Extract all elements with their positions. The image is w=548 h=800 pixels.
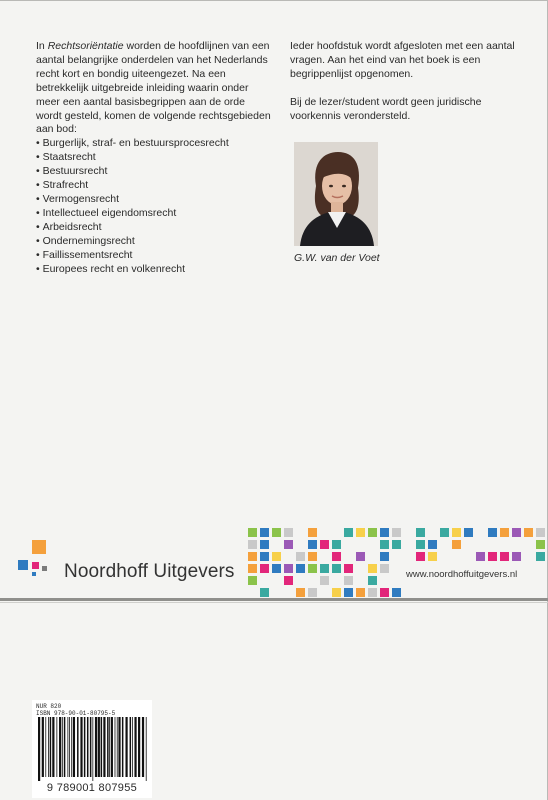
footer-divider (0, 598, 548, 601)
mosaic-tile (344, 588, 353, 597)
mosaic-tile (284, 528, 293, 537)
intro-paragraph (36, 40, 272, 137)
mosaic-tile (512, 552, 521, 561)
barcode-bar (125, 717, 127, 777)
barcode-bar (103, 717, 105, 777)
mosaic-tile (536, 552, 545, 561)
mosaic-tile (368, 588, 377, 597)
mosaic-tile (392, 588, 401, 597)
topic-item: • Vermogensrecht (36, 193, 272, 207)
mosaic-tile (380, 540, 389, 549)
barcode-bar (71, 717, 72, 777)
barcode-bar (59, 717, 61, 777)
isbn-code: ISBN 978-90-01-80795-5 (36, 710, 116, 717)
topics-list (36, 137, 272, 276)
audience-paragraph: Bij de lezer/student wordt geen juridische voorkennis verondersteld. (290, 95, 482, 122)
barcode-bar (87, 717, 89, 777)
mosaic-tile (452, 540, 461, 549)
barcode-bar (52, 717, 54, 777)
topic-item: • Europees recht en volkenrecht (36, 263, 272, 277)
mosaic-tile (260, 552, 269, 561)
top-border (0, 0, 548, 1)
mosaic-tile (344, 576, 353, 585)
mosaic-tile (332, 588, 341, 597)
mosaic-tile (308, 588, 317, 597)
mosaic-tile (356, 588, 365, 597)
mosaic-tile (392, 528, 401, 537)
mosaic-tile (536, 528, 545, 537)
mosaic-tile (260, 588, 269, 597)
mosaic-tile (368, 576, 377, 585)
info-column (290, 40, 526, 138)
noordhoff-logo-icon (18, 540, 58, 580)
mosaic-tile (248, 564, 257, 573)
mosaic-tile (512, 528, 521, 537)
mosaic-tile (356, 552, 365, 561)
topic-item: • Burgerlijk, straf- en bestuursprocesrecht (36, 137, 272, 151)
barcode-bar (122, 717, 124, 777)
barcode-bar (48, 717, 49, 777)
barcode-bar (45, 717, 46, 777)
mosaic-tile (332, 540, 341, 549)
mosaic-tile (248, 552, 257, 561)
mosaic-tile (524, 528, 533, 537)
barcode-bar (95, 717, 97, 777)
author-photo-illustration (294, 142, 378, 246)
mosaic-tile (260, 540, 269, 549)
barcode-digits: 9 789001 807955 (46, 782, 138, 794)
topic-item: • Faillissementsrecht (36, 249, 272, 263)
mosaic-tile (272, 552, 281, 561)
barcode-bar (107, 717, 109, 777)
mosaic-tile (260, 528, 269, 537)
mosaic-tile (476, 552, 485, 561)
mosaic-tile (284, 576, 293, 585)
mosaic-tile (452, 528, 461, 537)
mosaic-tile (428, 540, 437, 549)
mosaic-tile (416, 552, 425, 561)
topic-item: • Arbeidsrecht (36, 221, 272, 235)
barcode-bar (115, 717, 116, 777)
topic-item: • Staatsrecht (36, 151, 272, 165)
barcode-bar (73, 717, 75, 777)
mosaic-tile (356, 528, 365, 537)
barcode-bar (64, 717, 66, 777)
book-title-italic: Rechtsoriëntatie (47, 40, 124, 52)
footer-divider-shadow (0, 602, 548, 603)
barcode-bar (38, 717, 40, 781)
barcode-bar (109, 717, 110, 777)
mosaic-tile (320, 564, 329, 573)
mosaic-tile (440, 528, 449, 537)
topic-item: • Ondernemingsrecht (36, 235, 272, 249)
intro-text: worden de hoofdlijnen van een aantal belangrijke onderdelen van het Nederlands recht kort en bondig uiteengezet. Na een betrekkelijk uitgebreide inleiding waarin onder meer een aantal basisbegrippen aan de orde wordt gesteld, komen de volgende rechtsgebieden aan bod: (36, 40, 271, 136)
barcode-bar (90, 717, 92, 777)
mosaic-tile (296, 564, 305, 573)
chapters-paragraph: Ieder hoofdstuk wordt afgesloten met een aantal vragen. Aan het eind van het boek is een begrippenlijst opgenomen. (290, 40, 515, 80)
mosaic-tile (380, 564, 389, 573)
barcode-bar (92, 717, 93, 781)
barcode-bar (69, 717, 70, 777)
barcode-bar (62, 717, 63, 777)
mosaic-tile (320, 576, 329, 585)
mosaic-tile (296, 552, 305, 561)
mosaic-tile (416, 540, 425, 549)
mosaic-tile (500, 552, 509, 561)
author-portrait (294, 142, 378, 246)
mosaic-tile (380, 552, 389, 561)
barcode-bar (42, 717, 44, 777)
intro-prefix: In (36, 40, 48, 52)
barcode-bar (111, 717, 113, 777)
barcode-bar (130, 717, 132, 777)
mosaic-tile (296, 588, 305, 597)
mosaic-tile (308, 564, 317, 573)
mosaic-tile (308, 552, 317, 561)
mosaic-tile (500, 528, 509, 537)
mosaic-tile (248, 540, 257, 549)
color-mosaic-pattern (248, 528, 548, 600)
mosaic-tile (368, 528, 377, 537)
mosaic-tile (272, 564, 281, 573)
barcode-bar (134, 717, 136, 777)
mosaic-tile (308, 540, 317, 549)
mosaic-tile (392, 540, 401, 549)
barcode-bar (98, 717, 100, 777)
mosaic-tile (308, 528, 317, 537)
mosaic-tile (428, 552, 437, 561)
mosaic-tile (488, 552, 497, 561)
mosaic-tile (368, 564, 377, 573)
nur-code: NUR 820 (36, 703, 62, 710)
publisher-url[interactable]: www.noordhoffuitgevers.nl (406, 569, 518, 580)
mosaic-tile (464, 528, 473, 537)
mosaic-tile (380, 528, 389, 537)
barcode-bar (138, 717, 140, 777)
barcode-bar (50, 717, 52, 777)
publisher-name: Noordhoff Uitgevers (64, 561, 235, 582)
author-caption: G.W. van der Voet (294, 252, 380, 264)
mosaic-tile (284, 540, 293, 549)
mosaic-tile (332, 564, 341, 573)
topic-item: • Intellectueel eigendomsrecht (36, 207, 272, 221)
barcode-bar (146, 717, 147, 781)
barcode-bar (77, 717, 79, 777)
barcode-bar (132, 717, 133, 777)
barcode-bar (118, 717, 120, 777)
mosaic-tile (488, 528, 497, 537)
mosaic-tile (248, 528, 257, 537)
mosaic-tile (416, 528, 425, 537)
mosaic-tile (260, 564, 269, 573)
barcode-bar (80, 717, 82, 777)
barcode-bar (56, 717, 57, 777)
mosaic-tile (344, 564, 353, 573)
topic-item: • Bestuursrecht (36, 165, 272, 179)
isbn-meta (36, 703, 115, 717)
mosaic-tile (284, 564, 293, 573)
barcode-bar (84, 717, 86, 777)
mosaic-tile (380, 588, 389, 597)
description-column (36, 40, 272, 276)
mosaic-tile (344, 528, 353, 537)
mosaic-tile (320, 540, 329, 549)
barcode-bar (101, 717, 103, 777)
topic-item: • Strafrecht (36, 179, 272, 193)
mosaic-tile (536, 540, 545, 549)
barcode-bar (117, 717, 118, 777)
barcode-icon (36, 717, 148, 781)
barcode-label (32, 700, 152, 798)
mosaic-tile (272, 528, 281, 537)
mosaic-tile (248, 576, 257, 585)
barcode-bar (67, 717, 68, 777)
mosaic-tile (332, 552, 341, 561)
barcode-bar (142, 717, 144, 777)
